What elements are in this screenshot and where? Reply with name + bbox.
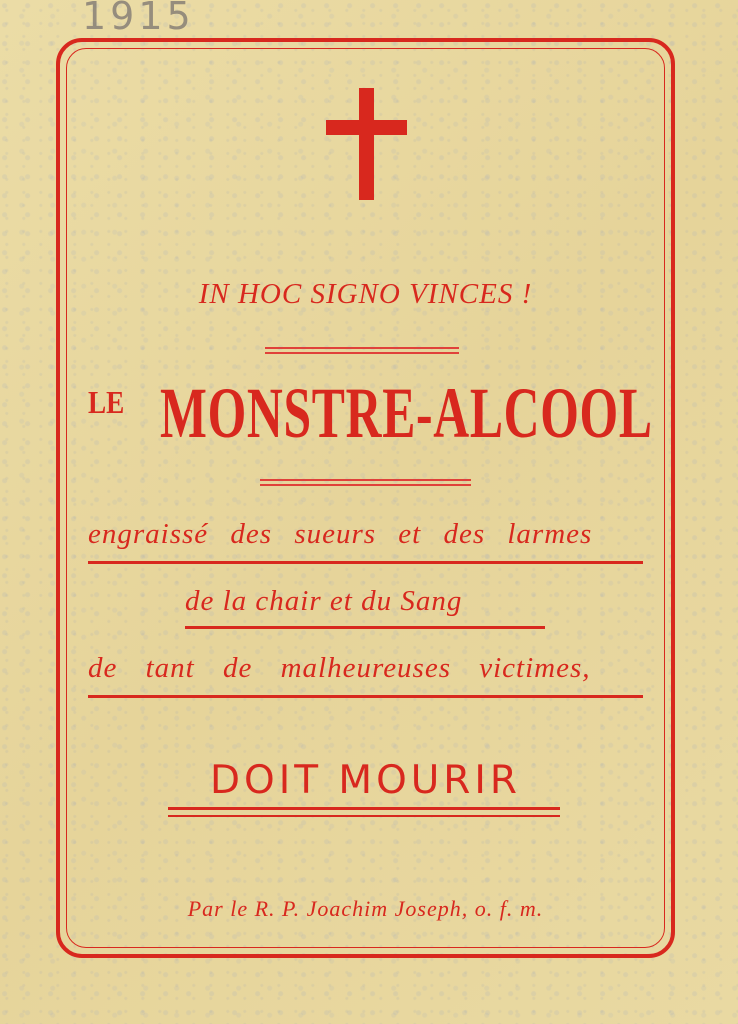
- double-rule-bottom: [260, 479, 471, 486]
- title-prefix: LE: [88, 384, 125, 420]
- underline-3: [88, 695, 643, 698]
- underline-2: [185, 626, 545, 629]
- text-line-3: de tant de malheureuses victimes,: [88, 652, 591, 684]
- author-line: Par le R. P. Joachim Joseph, o. f. m.: [187, 896, 544, 921]
- text-line-2: de la chair et du Sang: [185, 585, 463, 617]
- text-line-1: engraissé des sueurs et des larmes: [88, 518, 593, 550]
- page-title: MONSTRE-ALCOOL: [160, 373, 653, 453]
- motto: IN HOC SIGNO VINCES !: [198, 278, 533, 310]
- underline-1: [88, 561, 643, 564]
- double-rule-top: [265, 347, 459, 354]
- headline-rule-1: [168, 807, 560, 810]
- headline-rule-2: [168, 815, 560, 817]
- handwritten-annotation: 1915: [82, 0, 195, 38]
- headline: DOIT MOURIR: [209, 758, 522, 803]
